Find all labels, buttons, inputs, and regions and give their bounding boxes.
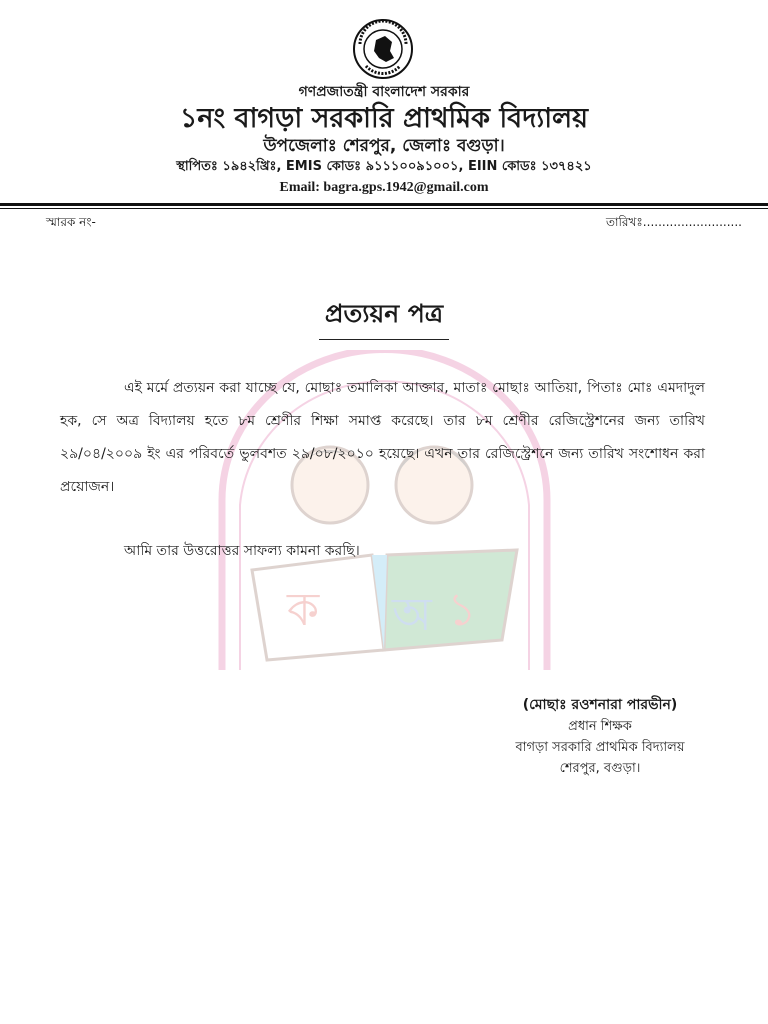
watermark-letter-one: ১	[447, 582, 477, 636]
school-address: উপজেলাঃ শেরপুর, জেলাঃ বগুড়া।	[263, 136, 505, 156]
document-title	[0, 294, 768, 340]
closing-wish: আমি তার উত্তরোত্তর সাফল্য কামনা করছি।	[124, 543, 360, 559]
watermark-letter-o: অ	[392, 587, 432, 641]
signatory-location: শেরপুর, বগুড়া।	[559, 761, 641, 776]
certificate-body: এই মর্মে প্রত্যয়ন করা যাচ্ছে যে, মোছাঃ তমালিকা আক্তার, মাতাঃ মোছাঃ আতিয়া, পিতাঃ মোঃ এমদাদুল হক, সে অত্র বিদ্যালয় হতে ৮ম শ্রেণীর শিক্ষা সমাপ্ত করেছে। তার ৮ম শ্রেণীর রেজিস্ট্রেশনের জন্য তারিখ ২৯/০৪/২০০৯ ইং এর পরিবর্তে ভুলবশত ২৯/০৮/২০১০ হয়েছে। এখন তার রেজিস্ট্রেশনে জন্য তারিখ সংশোধন করা প্রয়োজন।	[60, 380, 705, 495]
watermark-letter-ka: ক	[287, 582, 320, 636]
memo-number-label: স্মারক নং-	[46, 215, 96, 229]
school-info-line: স্থাপিতঃ ১৯৪২খ্রিঃ, EMIS কোডঃ ৯১১১০০৯১০০১, EIIN কোডঃ ১৩৭৪২১	[176, 159, 592, 174]
school-email: Email: bagra.gps.1942@gmail.com	[279, 180, 489, 195]
header-divider-thin	[0, 208, 768, 209]
government-seal-icon	[352, 18, 414, 80]
signatory-designation: প্রধান শিক্ষক	[568, 719, 632, 734]
signatory-name: (মোছাঃ রওশনারা পারভীন)	[522, 697, 678, 713]
header-divider-thick	[0, 203, 768, 206]
government-name: গণপ্রজাতন্ত্রী বাংলাদেশ সরকার	[298, 84, 470, 100]
date-label: তারিখঃ..........................	[606, 215, 742, 229]
signatory-institution: বাগড়া সরকারি প্রাথমিক বিদ্যালয়	[515, 740, 685, 755]
document-title-text: প্রত্যয়ন পত্র	[319, 294, 449, 340]
school-name: ১নং বাগড়া সরকারি প্রাথমিক বিদ্যালয়	[179, 103, 589, 134]
signature-block	[440, 695, 760, 779]
